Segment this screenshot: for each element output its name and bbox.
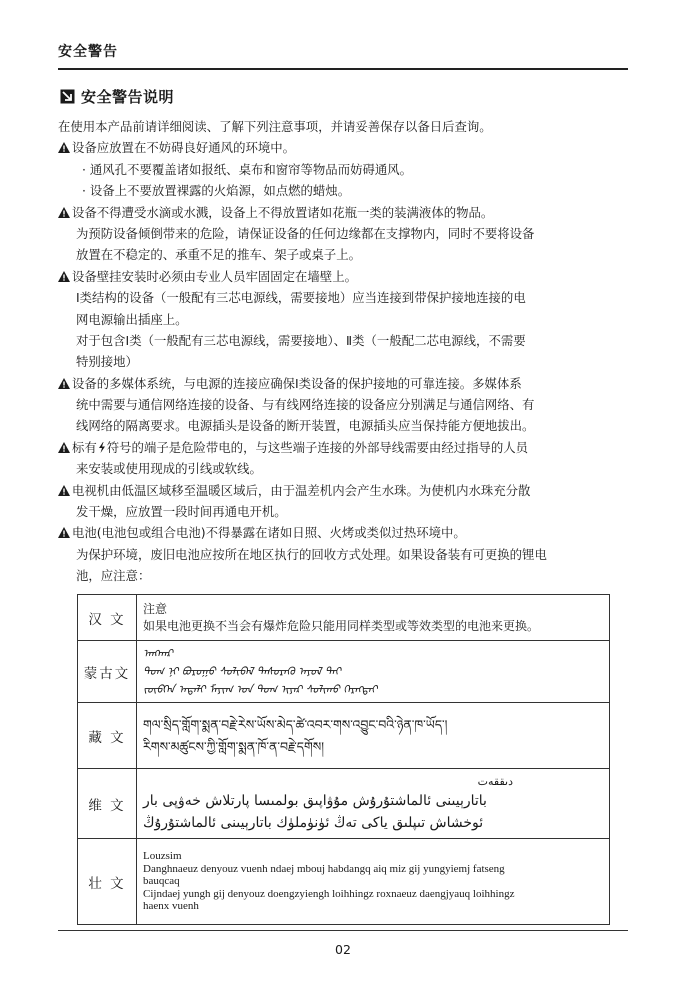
section-title-text: 安全警告说明 [81,88,175,106]
diagonal-arrow-box-icon [60,89,75,104]
warning-text: 设备应放置在不妨碍良好通风的环境中。 [72,140,296,156]
warning-triangle-icon [58,485,70,496]
warning-subline: 线网络的隔离要求。电源插头是设备的断开装置，电源插头应当保持能方便地拔出。 [76,418,535,434]
language-label: 藏 文 [78,703,137,769]
warning-triangle-icon [58,442,70,453]
warning-line: རིགས་མཚུངས་ཀྱི་གློག་སྨན་ཁོ་ན་བརྗེ་དགོས། [143,738,325,754]
warning-text: 设备的多媒体系统，与电源的连接应确保Ⅰ类设备的保护接地的可靠连接。多媒体系 [72,375,522,391]
warning-content [137,641,610,703]
lightning-bolt-icon [98,442,106,453]
page-header-title: 安全警告 [58,44,118,60]
footer-divider [58,930,628,931]
language-label: 壮 文 [78,839,137,925]
warning-content [137,769,610,839]
warning-subline: 池，应注意： [76,568,151,584]
warning-subline: Ⅰ类结构的设备（一般配有三芯电源线，需要接地）应当连接到带保护接地连接的电 [76,290,526,306]
warning-item [58,480,630,501]
warning-subline: 来安装或使用现成的引线或软线。 [76,461,262,477]
warning-text: 符号的端子是危险带电的，与这些端子连接的外部导线需要由经过指导的人员 [106,439,529,455]
warning-line: باتارېيىنى ئالماشتۇرۇش مۇۋاپىق بولمىسا پارتلاش خەۋپى بار [143,792,487,809]
warning-subline: 发干燥，应放置一段时间再通电开机。 [76,504,287,520]
warning-item [58,437,630,458]
warning-line: Louzsim [143,850,182,863]
warning-subline: 网电源输出插座上。 [76,311,188,327]
warning-text: 设备不得遭受水滴或水溅，设备上不得放置诸如花瓶一类的装满液体的物品。 [72,204,494,220]
warning-line: Danghnaeuz denyouz vuenh ndaej mbouj habdangq aiq miz gij yungyiemj fatseng [143,862,505,875]
warning-subline: · 通风孔不要覆盖诸如报纸、桌布和窗帘等物品而妨碍通风。 [82,161,413,177]
warning-line: bauqcaq [143,875,180,888]
warning-subline: 统中需要与通信网络连接的设备、与有线网络连接的设备应分别满足与通信网络、有 [76,397,535,413]
header-divider [58,68,628,70]
warning-triangle-icon [58,271,70,282]
table-row [78,769,610,839]
warning-subline: 特别接地） [76,354,138,370]
warning-line: ᠠᠩᠬᠠᠷ [143,646,173,660]
warning-triangle-icon [58,527,70,538]
warning-line: ئوخشاش تىپلىق ياكى تەڭ ئۈنۈملۈك باتارېيىنى ئالماشتۇرۇڭ [143,814,484,831]
battery-warning-table [77,594,610,925]
warning-text: 电池(电池包或组合电池)不得暴露在诸如日照、火烤或类似过热环境中。 [72,525,466,541]
warning-content [137,839,610,925]
table-row [78,595,610,641]
warning-subline: 对于包含Ⅰ类（一般配有三芯电源线，需要接地）、Ⅱ类（一般配二芯电源线，不需要 [76,332,526,348]
warning-item [58,137,630,158]
warning-line: ᠵᠥᠪᠬᠡᠨ ᠠᠳᠠᠯᠢ ᠮᠠᠶᠢᠭ ᠤᠨ ᠲᠣᠭ ᠢᠶᠠᠷ ᠰᠣᠯᠢᠬᠤ ᠬᠡᠷᠡᠭᠲᠡᠢ [143,682,378,696]
warning-subline: 放置在不稳定的、承重不足的推车、架子或桌子上。 [76,247,361,263]
table-row [78,703,610,769]
intro-text: 在使用本产品前请详细阅读、了解下列注意事项，并请妥善保存以备日后查询。 [58,119,492,134]
language-label: 汉 文 [78,595,137,641]
warning-line: 如果电池更换不当会有爆炸危险只能用同样类型或等效类型的电池来更换。 [143,618,540,633]
warning-text: 标有 [72,439,97,455]
table-row [78,839,610,925]
page-number: 02 [335,942,351,957]
warning-line: Cijndaej yungh gij denyouz doengzyiengh loihhingz roxnaeuz daengjyauq loihhingz [143,887,515,900]
warning-text: 电视机由低温区域移至温暖区域后，由于温差机内会产生水珠。为使机内水珠充分散 [72,482,531,498]
warning-item [58,266,630,287]
warning-subline: 为预防设备倾倒带来的危险，请保证设备的任何边缘都在支撑物内，同时不要将设备 [76,225,535,241]
safety-text-body [58,116,630,587]
table-row [78,641,610,703]
section-title [60,86,174,107]
warning-triangle-icon [58,207,70,218]
warning-content [137,595,610,641]
warning-content [137,703,610,769]
warning-item [58,202,630,223]
warning-line: ᠲᠣᠭ ᠨᠢ ᠪᠤᠷᠤᠭᠤ ᠰᠣᠯᠢᠪᠠᠯ ᠲᠡᠰᠤᠷᠡᠬᠦ ᠠᠶᠤᠯ ᠲᠠᠢ [143,664,341,678]
warning-line: دىققەت [477,774,513,788]
warning-line: haenx vuenh [143,900,199,913]
warning-subline: 为保护环境，废旧电池应按所在地区执行的回收方式处理。如果设备装有可更换的锂电 [76,546,547,562]
language-label: 蒙古文 [78,641,137,703]
warning-line: 注意 [143,601,168,616]
language-label: 维 文 [78,769,137,839]
warning-triangle-icon [58,378,70,389]
warning-text: 设备壁挂安装时必须由专业人员牢固固定在墙壁上。 [72,268,357,284]
warning-item [58,522,630,543]
warning-line: གལ་སྲིད་གློག་སྨན་བརྗེ་རེས་ཡོས་མེད་ཚེ་འབར་གས་འབྱུང་བའི་ཉེན་ཁ་ཡོད་། [143,716,448,732]
warning-item [58,373,630,394]
warning-subline: · 设备上不要放置裸露的火焰源，如点燃的蜡烛。 [82,183,351,199]
warning-triangle-icon [58,142,70,153]
